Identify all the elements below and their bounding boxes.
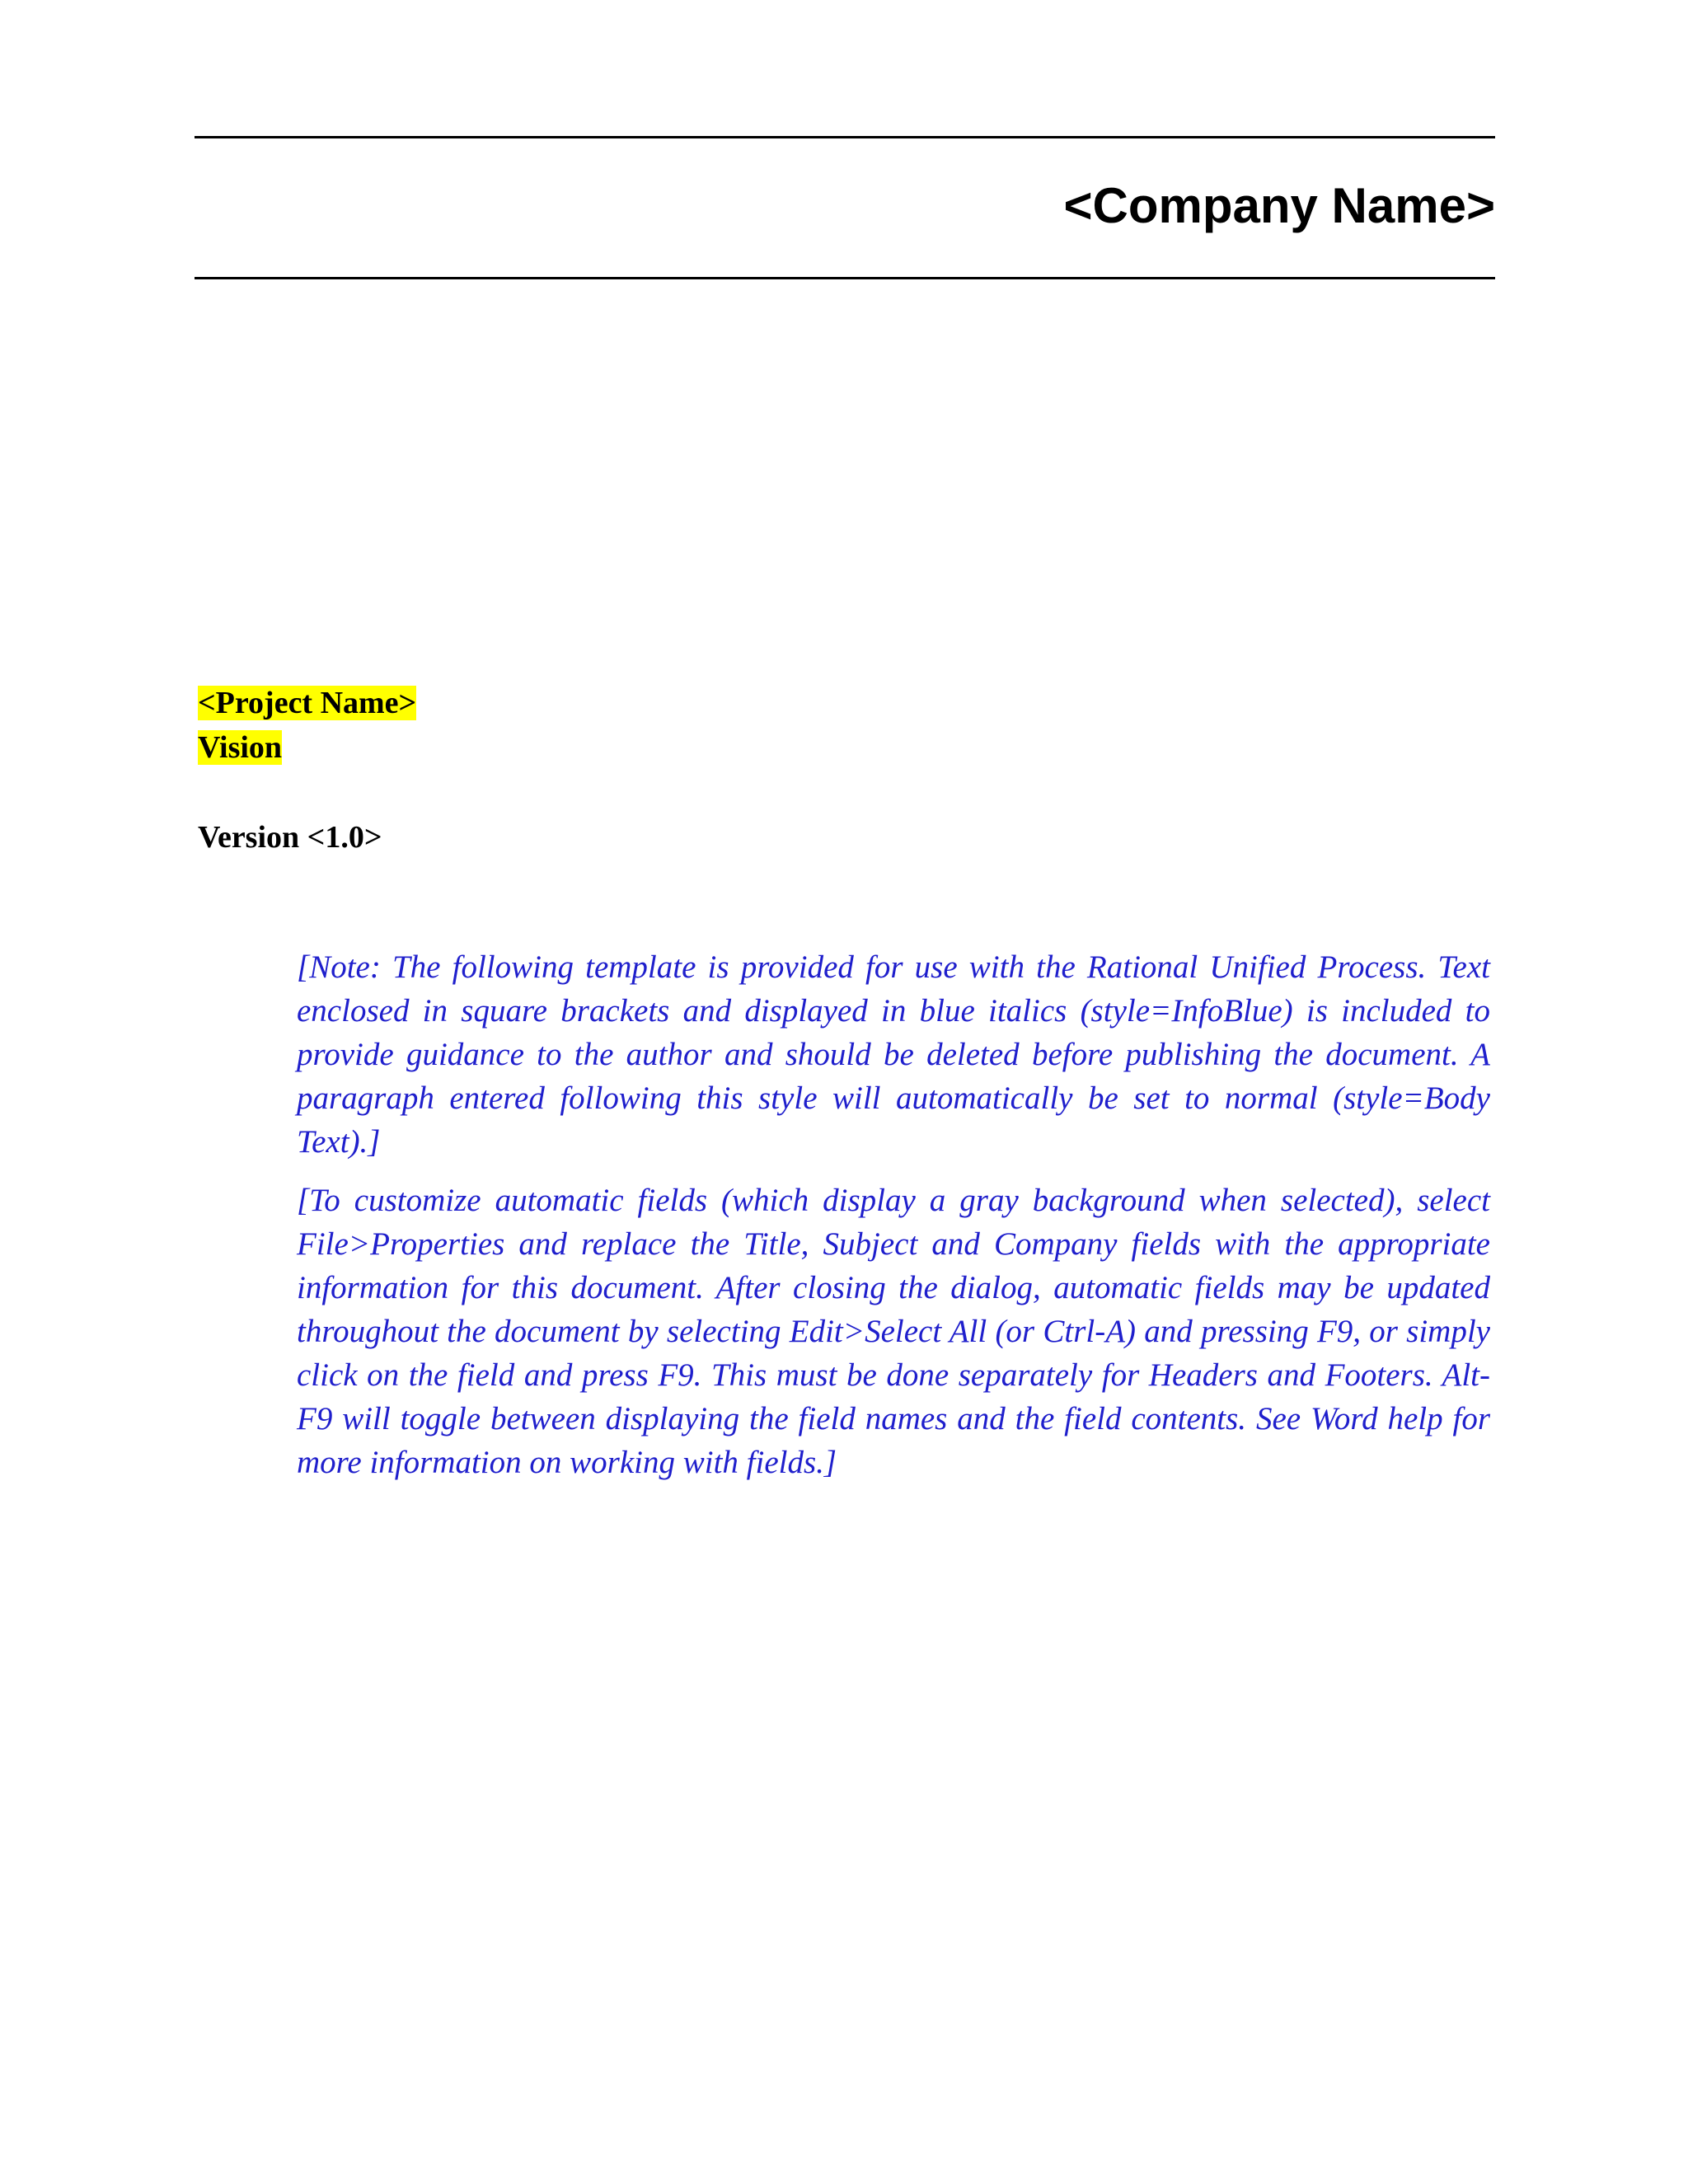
company-name: <Company Name>: [1063, 178, 1495, 233]
project-name-line: [198, 681, 416, 725]
version-label: Version <1.0>: [198, 820, 382, 855]
title-block: [198, 681, 416, 770]
guidance-notes: [297, 945, 1490, 1499]
doc-title-line: [198, 725, 416, 770]
document-title: Vision: [198, 730, 283, 765]
template-note: [Note: The following template is provided for use with the Rational Unified Process. Text enclosed in square brackets and displayed in blue italics (style=InfoBlue) is included to provide guidance to the author and should be deleted before publishing the document. A paragraph entered following this style will automatically be set to normal (style=Body Text).]: [297, 949, 1490, 1160]
fields-note: [To customize automatic fields (which display a gray background when selected), select File>Properties and replace the Title, Subject and Company fields with the appropriate information for this document. After closing the dialog, automatic fields may be updated throughout the document by selecting Edit>Select All (or Ctrl-A) and pressing F9, or simply click on the field and press F9. This must be done separately for Headers and Footers. Alt-F9 will toggle between displaying the field names and the field contents. See Word help for more information on working with fields.]: [297, 1183, 1490, 1480]
header-top-rule: [195, 136, 1495, 138]
header-bottom-rule: [195, 277, 1495, 279]
project-name: <Project Name>: [198, 686, 417, 720]
